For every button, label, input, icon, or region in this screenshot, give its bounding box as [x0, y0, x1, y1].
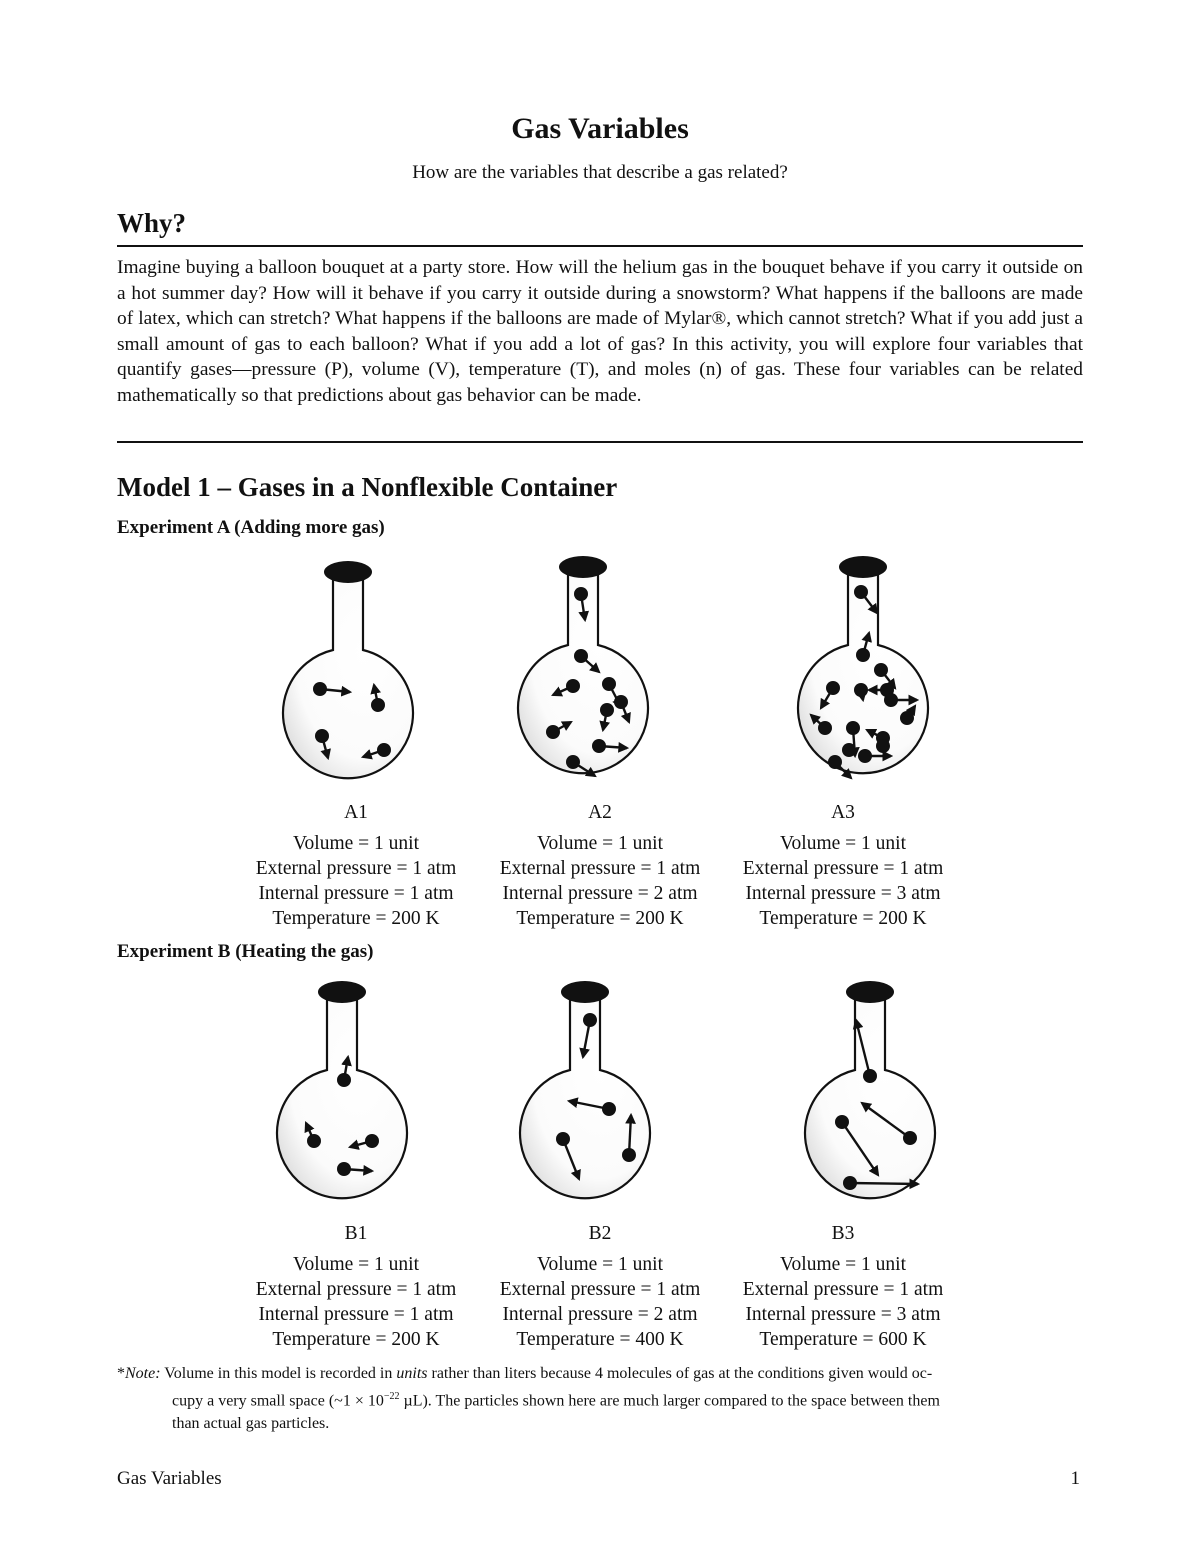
- gas-particle: [600, 703, 614, 717]
- external-pressure-value: External pressure = 1 atm: [499, 858, 701, 879]
- temperature-value: Temperature = 400 K: [516, 1329, 684, 1350]
- flask-a3: [783, 550, 943, 790]
- gas-particle: [884, 693, 898, 707]
- gas-particle: [574, 649, 588, 663]
- gas-particle: [842, 743, 856, 757]
- external-pressure-value: External pressure = 1 atm: [255, 1279, 457, 1300]
- footnote-exponent: −22: [383, 1391, 400, 1402]
- internal-pressure-value: Internal pressure = 3 atm: [745, 883, 941, 904]
- temperature-value: Temperature = 600 K: [759, 1329, 927, 1350]
- gas-particle: [856, 648, 870, 662]
- gas-particle: [377, 743, 391, 757]
- why-heading: Why?: [117, 208, 187, 238]
- gas-particle: [307, 1134, 321, 1148]
- top-rule: [117, 245, 1083, 247]
- gas-particle: [566, 679, 580, 693]
- stopper: [561, 981, 609, 1003]
- footnote-text-3: cupy a very small space (~1 × 10: [172, 1392, 384, 1410]
- footnote-emphasis: units: [396, 1365, 428, 1382]
- flask-label: B1: [344, 1223, 368, 1244]
- stopper: [324, 561, 372, 583]
- caption-a2: [475, 800, 725, 931]
- temperature-value: Temperature = 200 K: [272, 908, 440, 929]
- gas-particle: [846, 721, 860, 735]
- flask-a1: [268, 555, 428, 795]
- footnote-text-4: µL). The particles shown here are much larger compared to the space between them: [399, 1392, 940, 1410]
- gas-particle: [874, 663, 888, 677]
- gas-particle: [854, 585, 868, 599]
- footer-title: Gas Variables: [117, 1468, 222, 1489]
- internal-pressure-value: Internal pressure = 1 atm: [258, 1304, 454, 1325]
- gas-particle: [566, 755, 580, 769]
- gas-particle: [818, 721, 832, 735]
- why-paragraph: Imagine buying a balloon bouquet at a party store. How will the helium gas in the bouquet behave if you carry it outside on a hot summer day? How will it behave if you carry it outside during a snowstorm? What happens if the balloons are made of latex, which can stretch? What happens if the balloons are made of Mylar®, which cannot stretch? What if you add just a small amount of gas to each balloon? What if you add a lot of gas? In this activity, you will explore four variables that quantify gases—pressure (P), volume (V), temperature (T), and moles (n) of gas. These four variables can be related mathematically so that predictions about gas behavior can be made.: [117, 257, 1083, 406]
- footnote-label: Note:: [125, 1365, 161, 1382]
- flask-b3: [790, 975, 950, 1215]
- stopper: [318, 981, 366, 1003]
- volume-value: Volume = 1 unit: [292, 1254, 420, 1275]
- volume-value: Volume = 1 unit: [779, 833, 907, 854]
- footnote: [117, 1362, 1083, 1435]
- gas-particle: [583, 1013, 597, 1027]
- stopper: [846, 981, 894, 1003]
- experiment-a-heading: Experiment A (Adding more gas): [117, 517, 385, 538]
- internal-pressure-value: Internal pressure = 1 atm: [258, 883, 454, 904]
- temperature-value: Temperature = 200 K: [272, 1329, 440, 1350]
- caption-a3: [718, 800, 968, 931]
- footnote-line-1: [117, 1362, 1083, 1385]
- external-pressure-value: External pressure = 1 atm: [499, 1279, 701, 1300]
- caption-a1: [231, 800, 481, 931]
- gas-particle: [337, 1162, 351, 1176]
- page-number: 1: [1070, 1468, 1080, 1489]
- caption-b3: [718, 1221, 968, 1352]
- temperature-value: Temperature = 200 K: [516, 908, 684, 929]
- gas-particle: [863, 1069, 877, 1083]
- flask-a2: [503, 550, 663, 790]
- flask-b2: [505, 975, 665, 1215]
- flask-body: [283, 573, 413, 778]
- gas-particle: [900, 711, 914, 725]
- flask-label: A3: [831, 802, 855, 823]
- external-pressure-value: External pressure = 1 atm: [255, 858, 457, 879]
- footnote-marker: *: [117, 1365, 125, 1382]
- internal-pressure-value: Internal pressure = 2 atm: [502, 883, 698, 904]
- flask-label: A2: [588, 802, 612, 823]
- internal-pressure-value: Internal pressure = 3 atm: [745, 1304, 941, 1325]
- gas-particle: [843, 1176, 857, 1190]
- gas-particle: [622, 1148, 636, 1162]
- velocity-arrow: [850, 1183, 918, 1184]
- gas-particle: [371, 698, 385, 712]
- page-subtitle: How are the variables that describe a gas related?: [412, 162, 788, 183]
- external-pressure-value: External pressure = 1 atm: [742, 858, 944, 879]
- stopper: [559, 556, 607, 578]
- volume-value: Volume = 1 unit: [779, 1254, 907, 1275]
- gas-particle: [574, 587, 588, 601]
- caption-b2: [475, 1221, 725, 1352]
- gas-particle: [315, 729, 329, 743]
- gas-particle: [602, 1102, 616, 1116]
- gas-particle: [546, 725, 560, 739]
- gas-particle: [835, 1115, 849, 1129]
- flask-label: A1: [344, 802, 368, 823]
- footnote-text-2: rather than liters because 4 molecules of gas at the conditions given would oc-: [427, 1365, 933, 1382]
- flask-body: [805, 993, 935, 1198]
- caption-b1: [231, 1221, 481, 1352]
- temperature-value: Temperature = 200 K: [759, 908, 927, 929]
- volume-value: Volume = 1 unit: [536, 1254, 664, 1275]
- page-title: Gas Variables: [511, 112, 689, 145]
- gas-particle: [592, 739, 606, 753]
- external-pressure-value: External pressure = 1 atm: [742, 1279, 944, 1300]
- flask-label: B3: [831, 1223, 855, 1244]
- gas-particle: [828, 755, 842, 769]
- model-heading: Model 1 – Gases in a Nonflexible Container: [117, 472, 618, 502]
- footnote-line-2: [117, 1385, 1083, 1412]
- gas-particle: [614, 695, 628, 709]
- internal-pressure-value: Internal pressure = 2 atm: [502, 1304, 698, 1325]
- gas-particle: [337, 1073, 351, 1087]
- gas-particle: [854, 683, 868, 697]
- footnote-text-1: Volume in this model is recorded in: [160, 1365, 397, 1382]
- gas-particle: [602, 677, 616, 691]
- volume-value: Volume = 1 unit: [292, 833, 420, 854]
- experiment-b-heading: Experiment B (Heating the gas): [117, 941, 374, 962]
- gas-particle: [858, 749, 872, 763]
- gas-particle: [903, 1131, 917, 1145]
- gas-particle: [556, 1132, 570, 1146]
- bottom-rule: [117, 441, 1083, 443]
- stopper: [839, 556, 887, 578]
- flask-body: [798, 568, 928, 773]
- gas-particle: [313, 682, 327, 696]
- footnote-line-3: than actual gas particles.: [172, 1415, 330, 1433]
- flask-label: B2: [588, 1223, 612, 1244]
- gas-particle: [365, 1134, 379, 1148]
- gas-particle: [876, 739, 890, 753]
- gas-particle: [826, 681, 840, 695]
- flask-b1: [262, 975, 422, 1215]
- volume-value: Volume = 1 unit: [536, 833, 664, 854]
